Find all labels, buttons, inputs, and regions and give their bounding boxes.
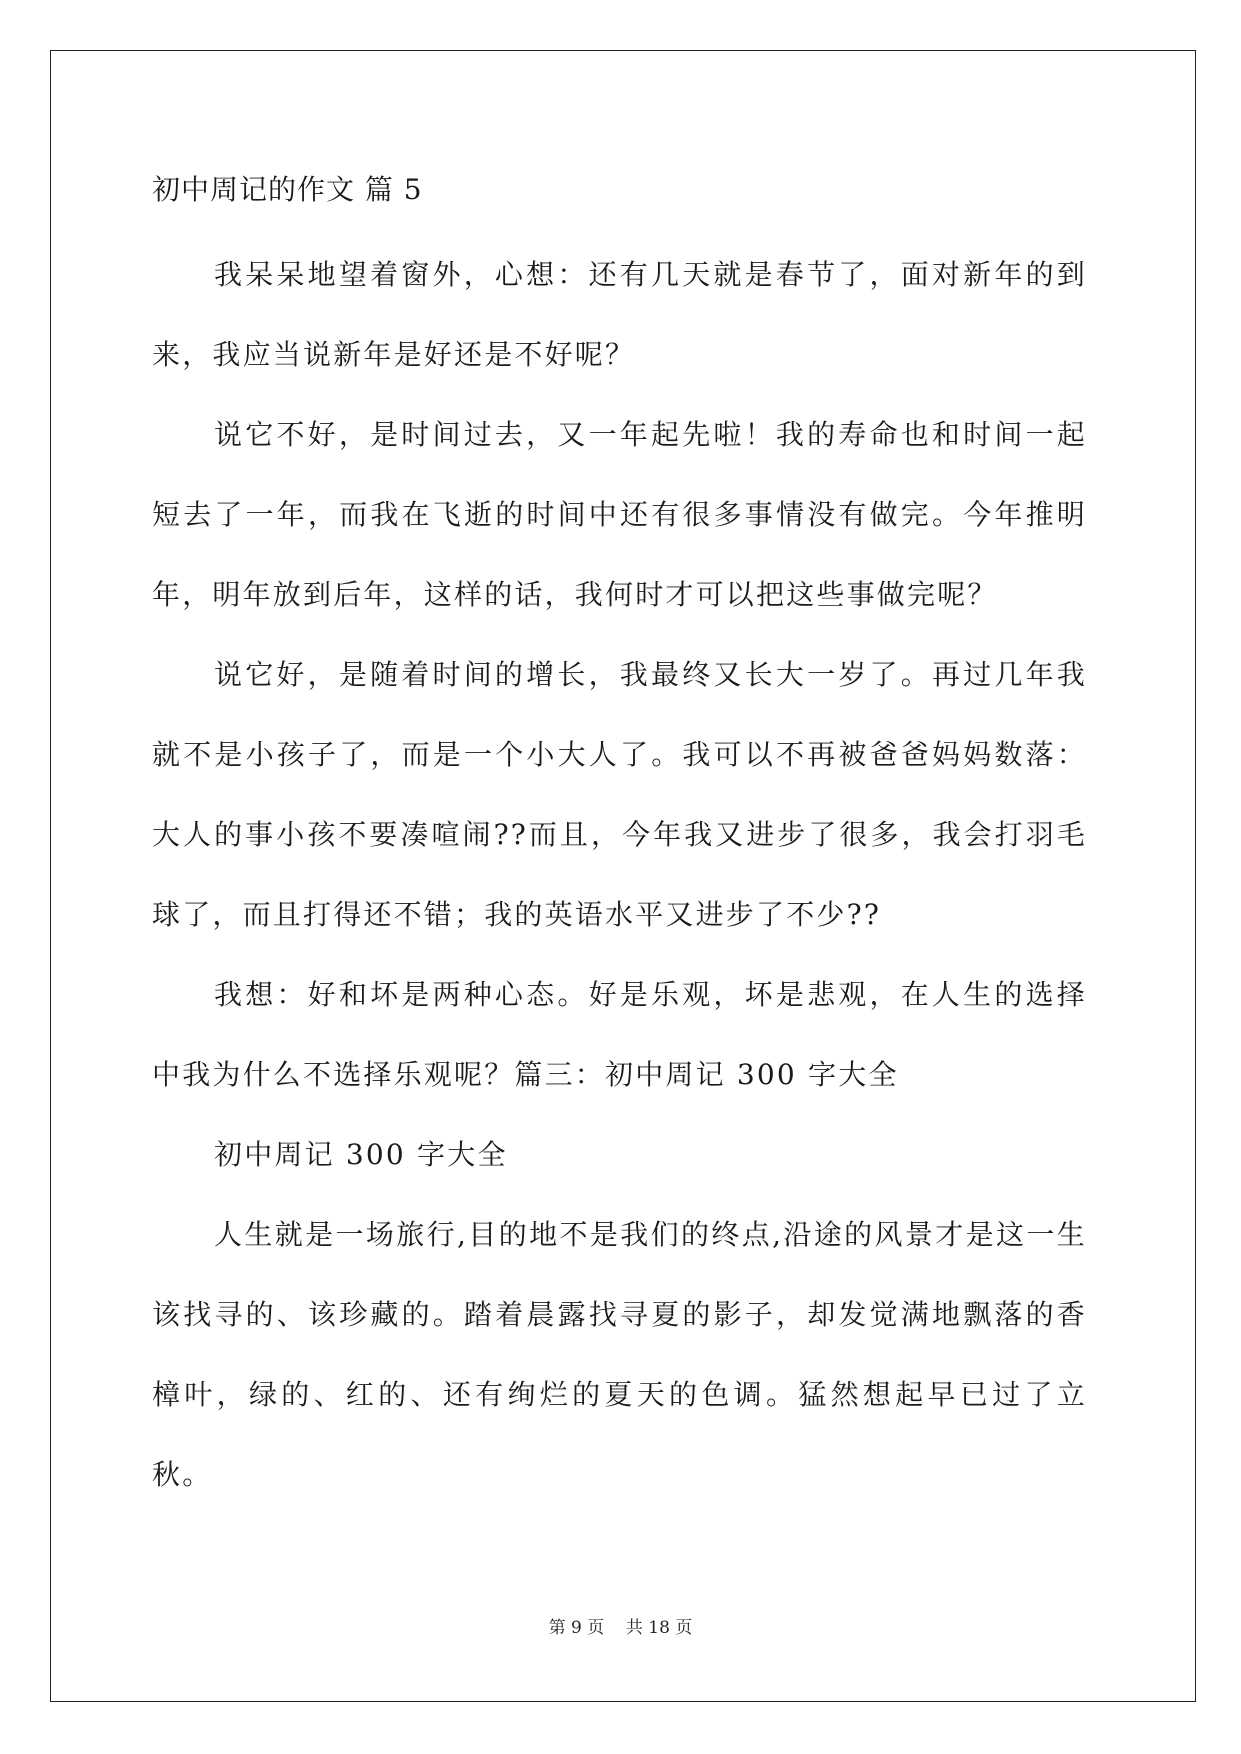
page-number: 第 9 页 共 18 页 — [548, 1618, 693, 1638]
paragraph-3: 说它好，是随着时间的增长，我最终又长大一岁了。再过几年我就不是小孩子了，而是一个小大人了。我可以不再被爸爸妈妈数落：大人的事小孩不要凑喧闹??而且，今年我又进步了很多，我会打羽毛球了，而且打得还不错；我的英语水平又进步了不少?? — [152, 658, 1087, 931]
document-body — [152, 165, 1087, 1515]
paragraph-1: 我呆呆地望着窗外，心想：还有几天就是春节了，面对新年的到来，我应当说新年是好还是不好呢？ — [152, 258, 1087, 371]
paragraph-2: 说它不好，是时间过去，又一年起先啦！我的寿命也和时间一起短去了一年，而我在飞逝的时间中还有很多事情没有做完。今年推明年，明年放到后年，这样的话，我何时才可以把这些事做完呢？ — [152, 418, 1087, 611]
paragraph-4: 我想：好和坏是两种心态。好是乐观，坏是悲观，在人生的选择中我为什么不选择乐观呢？篇三：初中周记 300 字大全 — [152, 978, 1087, 1091]
paragraph-6: 人生就是一场旅行,目的地不是我们的终点,沿途的风景才是这一生该找寻的、该珍藏的。踏着晨露找寻夏的影子，却发觉满地飘落的香樟叶，绿的、红的、还有绚烂的夏天的色调。猛然想起早已过了立秋。 — [152, 1218, 1087, 1491]
paragraph-5: 初中周记 300 字大全 — [214, 1138, 508, 1171]
section-heading: 初中周记的作文 篇 5 — [152, 173, 423, 206]
